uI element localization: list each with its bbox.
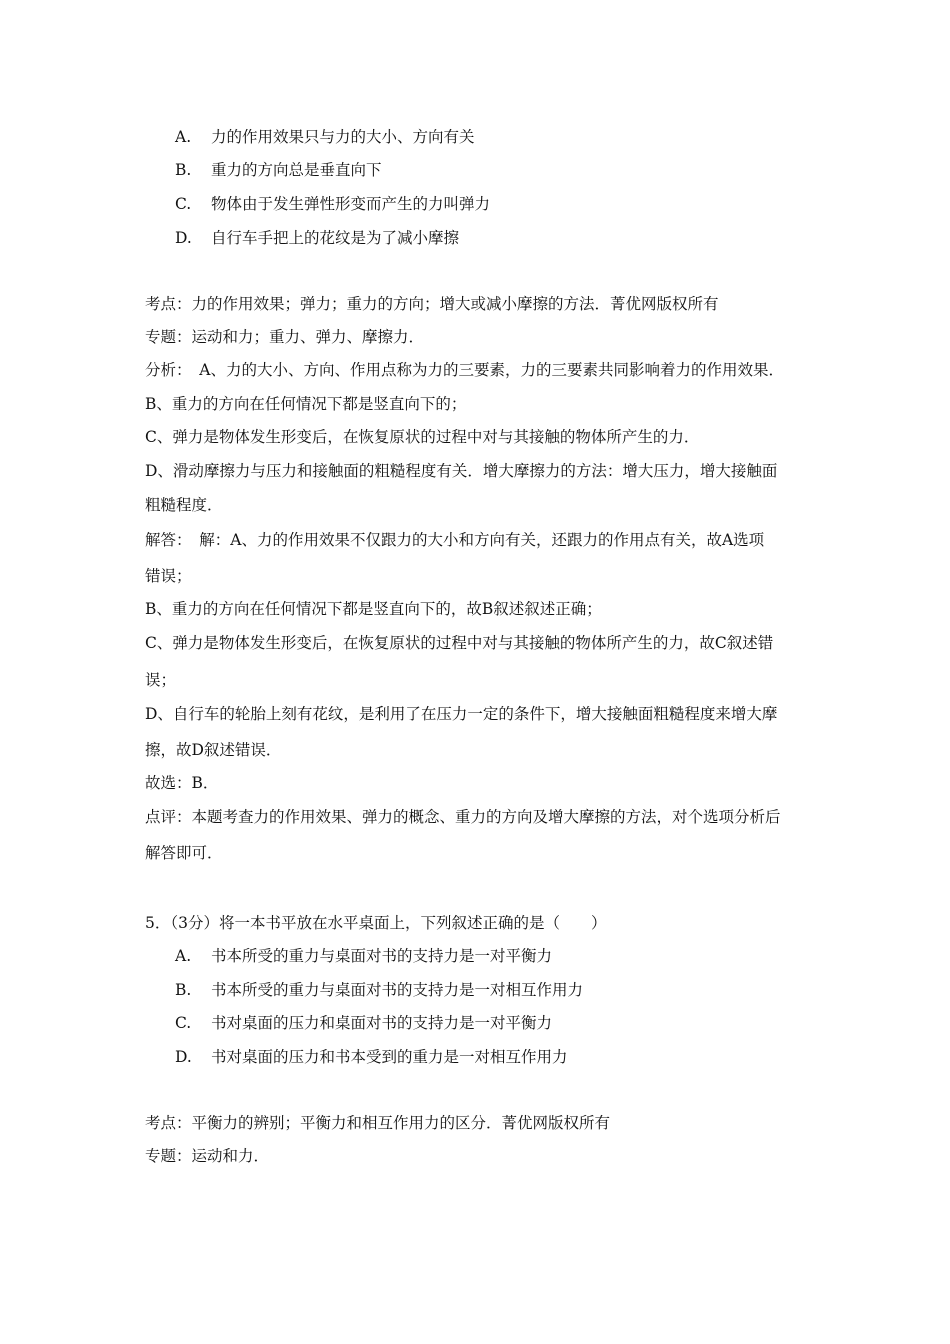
- q5-stem: 5．（3分）将一本书平放在水平桌面上，下列叙述正确的是（ ）: [145, 914, 607, 932]
- q4-jieda-line: 擦，故D叙述错误．: [145, 741, 282, 759]
- option-label: A.: [175, 128, 192, 146]
- q5-option-c: [175, 1013, 552, 1033]
- q4-jieda-line: 解答： 解：A、力的作用效果不仅跟力的大小和方向有关，还跟力的作用点有关，故A选项: [145, 531, 765, 549]
- q4-jieda-line: 错误；: [145, 567, 192, 585]
- option-text: 自行车手把上的花纹是为了减小摩擦: [211, 229, 460, 247]
- option-text: 物体由于发生弹性形变而产生的力叫弹力: [211, 195, 491, 213]
- q5-option-d: [175, 1047, 568, 1067]
- option-label: B.: [175, 981, 192, 999]
- option-text: 书本所受的重力与桌面对书的支持力是一对相互作用力: [211, 981, 584, 999]
- option-label: C.: [175, 195, 192, 213]
- q4-option-b: [175, 160, 382, 180]
- q4-option-c: [175, 194, 490, 214]
- option-label: A.: [175, 947, 192, 965]
- q4-kaodian: 考点：力的作用效果；弹力；重力的方向；增大或减小摩擦的方法．菁优网版权所有: [145, 295, 719, 313]
- q5-zhuanti: 专题：运动和力．: [145, 1147, 270, 1165]
- q4-dianping-line: 点评：本题考查力的作用效果、弹力的概念、重力的方向及增大摩擦的方法，对个选项分析后: [145, 808, 781, 826]
- q4-jieda-line: 误；: [145, 671, 177, 689]
- option-label: D.: [175, 229, 192, 247]
- q5-kaodian: 考点：平衡力的辨别；平衡力和相互作用力的区分．菁优网版权所有: [145, 1114, 611, 1132]
- q4-fenxi-line: C、弹力是物体发生形变后，在恢复原状的过程中对与其接触的物体所产生的力．: [145, 428, 700, 446]
- q4-fenxi-line: 分析： A、力的大小、方向、作用点称为力的三要素，力的三要素共同影响着力的作用效果．: [145, 361, 784, 379]
- q4-option-a: [175, 127, 475, 147]
- q4-dianping-line: 解答即可．: [145, 844, 223, 862]
- option-label: B.: [175, 161, 192, 179]
- q4-jieda-line: C、弹力是物体发生形变后，在恢复原状的过程中对与其接触的物体所产生的力，故C叙述错: [145, 634, 774, 652]
- option-text: 力的作用效果只与力的大小、方向有关: [211, 128, 475, 146]
- option-label: D.: [175, 1048, 192, 1066]
- option-label: C.: [175, 1014, 192, 1032]
- q4-jieda-line: D、自行车的轮胎上刻有花纹，是利用了在压力一定的条件下，增大接触面粗糙程度来增大摩: [145, 705, 778, 723]
- q4-jieda-line: B、重力的方向在任何情况下都是竖直向下的，故B叙述叙述正确；: [145, 600, 602, 618]
- option-text: 书对桌面的压力和书本受到的重力是一对相互作用力: [211, 1048, 568, 1066]
- q5-option-a: [175, 946, 552, 966]
- q4-fenxi-line: D、滑动摩擦力与压力和接触面的粗糙程度有关．增大摩擦力的方法：增大压力，增大接触面: [145, 462, 778, 480]
- q4-jieda-line: 故选：B．: [145, 774, 219, 792]
- q4-fenxi-line: 粗糙程度．: [145, 496, 223, 514]
- q4-fenxi-line: B、重力的方向在任何情况下都是竖直向下的；: [145, 395, 467, 413]
- q5-option-b: [175, 980, 583, 1000]
- option-text: 书对桌面的压力和桌面对书的支持力是一对平衡力: [211, 1014, 553, 1032]
- option-text: 书本所受的重力与桌面对书的支持力是一对平衡力: [211, 947, 553, 965]
- option-text: 重力的方向总是垂直向下: [211, 161, 382, 179]
- q4-option-d: [175, 228, 459, 248]
- q4-zhuanti: 专题：运动和力；重力、弹力、摩擦力．: [145, 328, 425, 346]
